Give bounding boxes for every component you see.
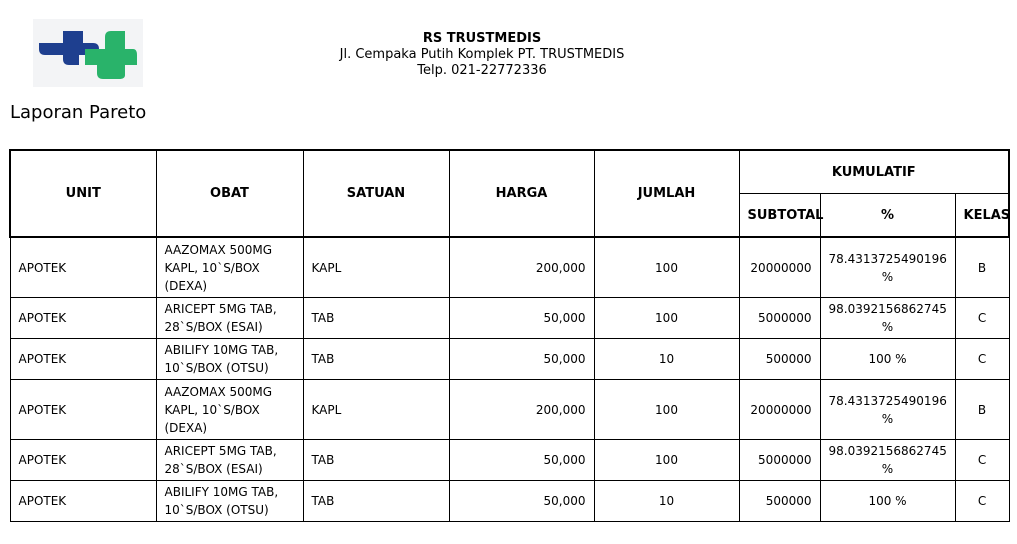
cell-jumlah: 100 — [594, 298, 739, 339]
cell-obat: ARICEPT 5MG TAB, 28`S/BOX (ESAI) — [156, 440, 303, 481]
table-row — [10, 380, 1009, 440]
cell-unit: APOTEK — [10, 481, 156, 522]
table-row — [10, 339, 1009, 380]
header-persen: % — [820, 194, 955, 238]
header-harga: HARGA — [449, 150, 594, 237]
pareto-table — [9, 149, 1010, 522]
cell-harga: 50,000 — [449, 339, 594, 380]
cell-kelas: C — [955, 481, 1009, 522]
cell-subtotal: 5000000 — [739, 298, 820, 339]
table-row — [10, 481, 1009, 522]
cell-jumlah: 10 — [594, 339, 739, 380]
cell-obat: AAZOMAX 500MG KAPL, 10`S/BOX (DEXA) — [156, 380, 303, 440]
cell-jumlah: 100 — [594, 237, 739, 298]
hospital-phone: Telp. 021-22772336 — [417, 63, 547, 78]
cell-persen: 98.0392156862745 % — [820, 298, 955, 339]
cell-persen: 100 % — [820, 481, 955, 522]
cell-kelas: C — [955, 298, 1009, 339]
cell-obat: ARICEPT 5MG TAB, 28`S/BOX (ESAI) — [156, 298, 303, 339]
cell-persen: 78.4313725490196 % — [820, 380, 955, 440]
cell-kelas: C — [955, 440, 1009, 481]
header-kelas: KELAS — [955, 194, 1009, 238]
header-kumulatif: KUMULATIF — [739, 150, 1009, 194]
cell-satuan: TAB — [303, 481, 449, 522]
header-subtotal: SUBTOTAL — [739, 194, 820, 238]
cell-subtotal: 20000000 — [739, 237, 820, 298]
hospital-name: RS TRUSTMEDIS — [422, 31, 542, 46]
cell-harga: 50,000 — [449, 481, 594, 522]
cell-subtotal: 500000 — [739, 339, 820, 380]
cell-subtotal: 500000 — [739, 481, 820, 522]
cell-subtotal: 20000000 — [739, 380, 820, 440]
cell-harga: 50,000 — [449, 440, 594, 481]
cell-harga: 200,000 — [449, 380, 594, 440]
table-row — [10, 298, 1009, 339]
table-row — [10, 440, 1009, 481]
cell-satuan: TAB — [303, 298, 449, 339]
header-satuan: SATUAN — [303, 150, 449, 237]
cell-persen: 100 % — [820, 339, 955, 380]
cell-harga: 200,000 — [449, 237, 594, 298]
cell-satuan: KAPL — [303, 380, 449, 440]
cell-unit: APOTEK — [10, 339, 156, 380]
cell-jumlah: 10 — [594, 481, 739, 522]
cell-jumlah: 100 — [594, 380, 739, 440]
cell-satuan: TAB — [303, 440, 449, 481]
header-unit: UNIT — [10, 150, 156, 237]
cell-harga: 50,000 — [449, 298, 594, 339]
table-row — [10, 237, 1009, 298]
cell-satuan: KAPL — [303, 237, 449, 298]
header-obat: OBAT — [156, 150, 303, 237]
header-jumlah: JUMLAH — [594, 150, 739, 237]
hospital-address: Jl. Cempaka Putih Komplek PT. TRUSTMEDIS — [339, 47, 625, 62]
cell-obat: ABILIFY 10MG TAB, 10`S/BOX (OTSU) — [156, 339, 303, 380]
report-title: Laporan Pareto — [10, 102, 147, 123]
cell-unit: APOTEK — [10, 237, 156, 298]
cell-unit: APOTEK — [10, 298, 156, 339]
cell-unit: APOTEK — [10, 440, 156, 481]
cell-persen: 78.4313725490196 % — [820, 237, 955, 298]
cell-satuan: TAB — [303, 339, 449, 380]
cell-kelas: B — [955, 237, 1009, 298]
cell-unit: APOTEK — [10, 380, 156, 440]
cell-subtotal: 5000000 — [739, 440, 820, 481]
cell-jumlah: 100 — [594, 440, 739, 481]
table-header — [10, 150, 1009, 237]
cell-obat: AAZOMAX 500MG KAPL, 10`S/BOX (DEXA) — [156, 237, 303, 298]
cell-kelas: B — [955, 380, 1009, 440]
cell-obat: ABILIFY 10MG TAB, 10`S/BOX (OTSU) — [156, 481, 303, 522]
cell-kelas: C — [955, 339, 1009, 380]
cell-persen: 98.0392156862745 % — [820, 440, 955, 481]
